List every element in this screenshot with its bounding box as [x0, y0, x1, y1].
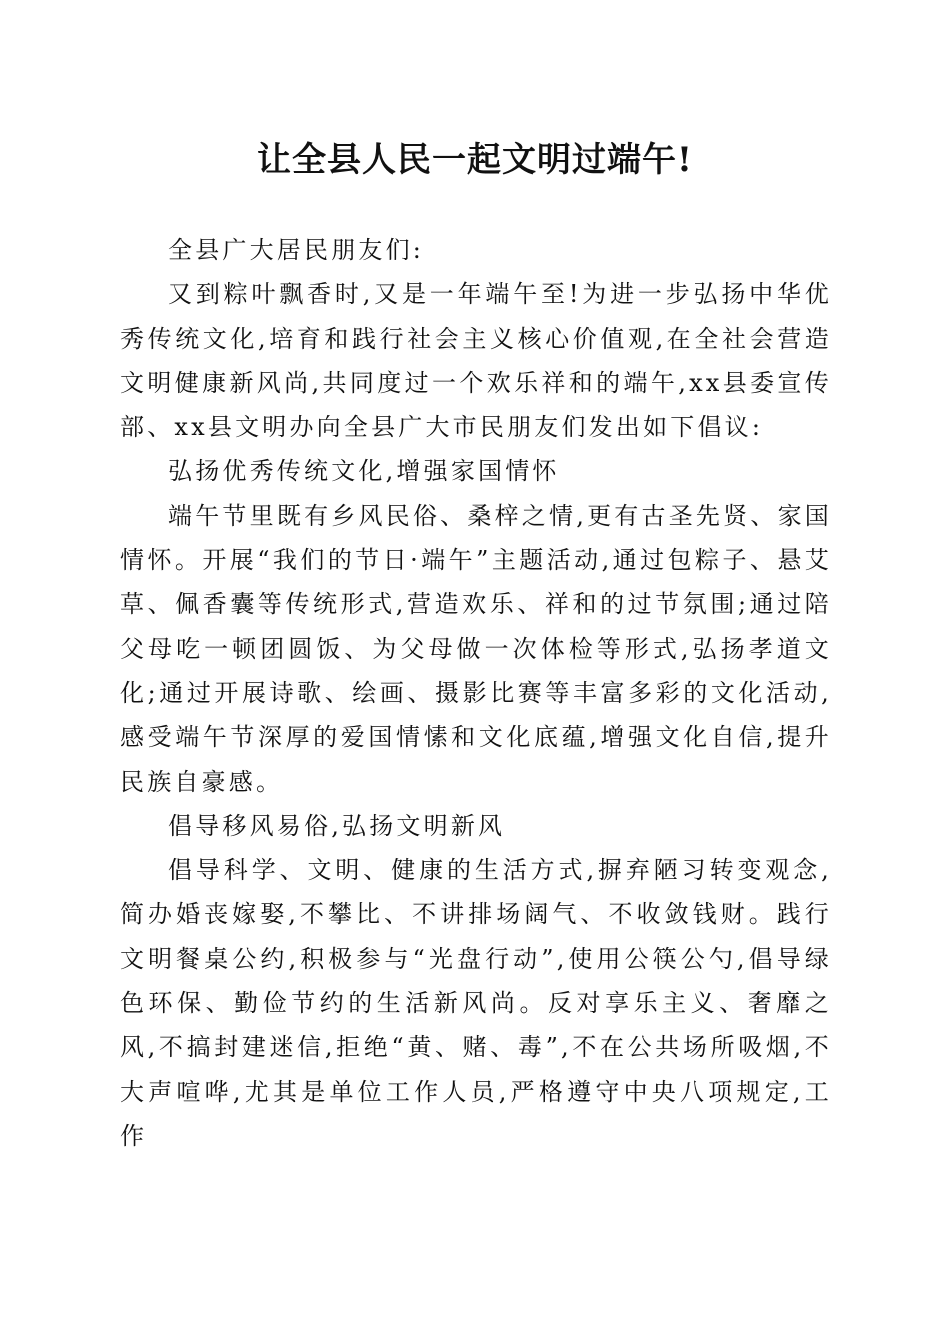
culture-paragraph: 端午节里既有乡风民俗、桑梓之情,更有古圣先贤、家国情怀。开展“我们的节日·端午”主题活动,通过包粽子、悬艾草、佩香囊等传统形式,营造欢乐、祥和的过节氛围;通过陪父母吃一顿团圆饭、为父母做一次体检等形式,弘扬孝道文化;通过开展诗歌、绘画、摄影比赛等丰富多彩的文化活动,感受端午节深厚的爱国情愫和文化底蕴,增强文化自信,提升民族自豪感。 — [120, 501, 832, 796]
section-heading-culture: 弘扬优秀传统文化,增强家国情怀 — [168, 457, 560, 486]
document-title: 让全县人民一起文明过端午! — [257, 140, 693, 180]
salutation: 全县广大居民朋友们: — [168, 236, 425, 264]
intro-paragraph: 又到粽叶飘香时,又是一年端午至!为进一步弘扬中华优秀传统文化,培育和践行社会主义核心价值观,在全社会营造文明健康新风尚,共同度过一个欢乐祥和的端午,xx县委宣传部、xx县文明办向全县广大市民朋友们发出如下倡议: — [120, 280, 832, 442]
document-body — [120, 228, 832, 1158]
section-heading-customs: 倡导移风易俗,弘扬文明新风 — [168, 811, 506, 840]
customs-paragraph: 倡导科学、文明、健康的生活方式,摒弃陋习转变观念,简办婚丧嫁娶,不攀比、不讲排场阔气、不收敛钱财。践行文明餐桌公约,积极参与“光盘行动”,使用公筷公勺,倡导绿色环保、勤俭节约的生活新风尚。反对享乐主义、奢靡之风,不搞封建迷信,拒绝“黄、赌、毒”,不在公共场所吸烟,不大声喧哗,尤其是单位工作人员,严格遵守中央八项规定,工作 — [120, 856, 832, 1150]
